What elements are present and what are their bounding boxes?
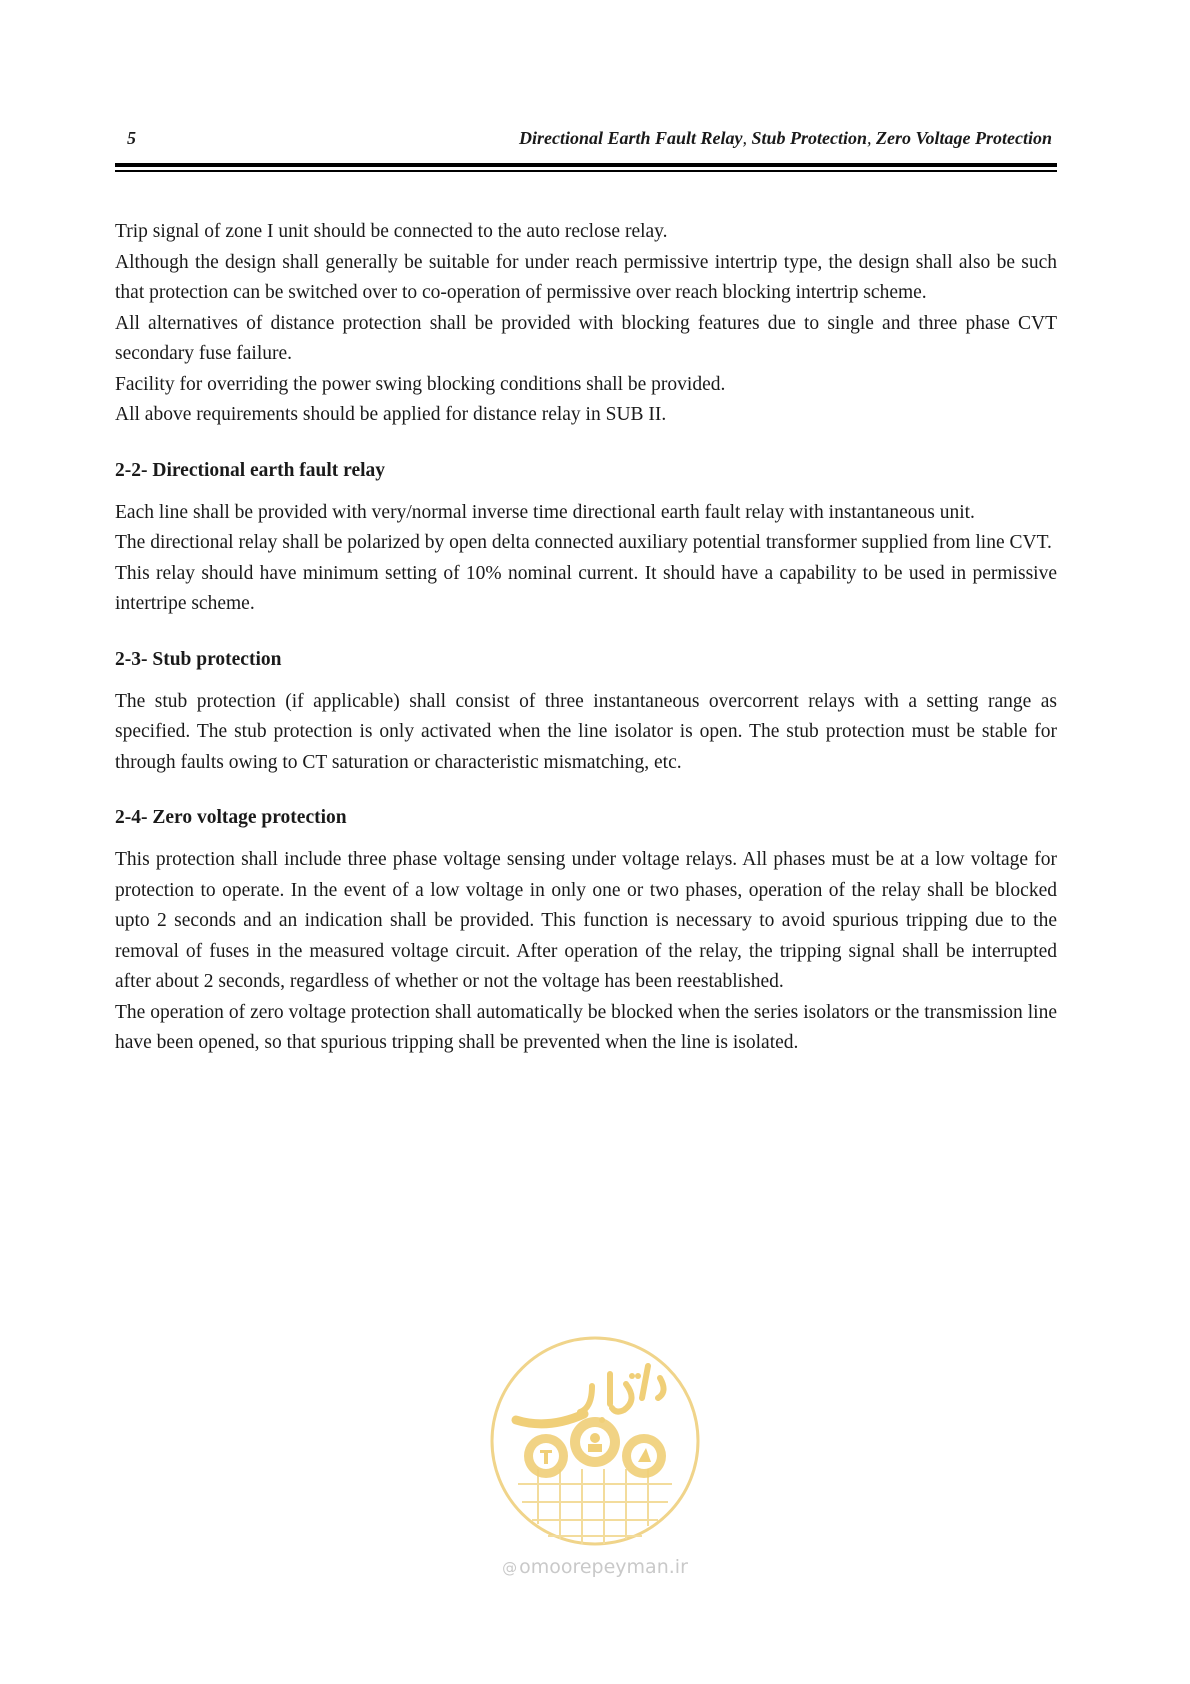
header-rule-thin <box>115 170 1057 172</box>
paragraph: Each line shall be provided with very/normal inverse time directional earth fault relay with instantaneous unit. <box>115 501 975 523</box>
paragraph: The stub protection (if applicable) shall consist of three instantaneous overcorrent relays with a setting range as specified. The stub protection is only activated when the line isolator is open. The stub protection must be stable for through faults owing to CT saturation or characteristic mismatching, etc. <box>115 690 1057 773</box>
paragraph: The operation of zero voltage protection shall automatically be blocked when the series isolators or the transmission line have been opened, so that spurious tripping shall be prevented when the line is isolated. <box>115 1001 1057 1053</box>
body-content <box>115 217 1057 1059</box>
section-heading: 2-4- Zero voltage protection <box>115 807 347 828</box>
paragraph: This protection shall include three phase voltage sensing under voltage relays. All phases must be at a low voltage for protection to operate. In the event of a low voltage in only one or two phases, operation of the relay shall be blocked upto 2 seconds and an indication shall be provided. This function is necessary to avoid spurious tripping due to the removal of fuses in the measured voltage circuit. After operation of the relay, the tripping signal shall be interrupted after about 2 seconds, regardless of whether or not the voltage has been reestablished. <box>115 849 1057 992</box>
paragraph: Trip signal of zone I unit should be connected to the auto reclose relay. <box>115 221 668 242</box>
running-title-part-1: Directional Earth Fault Relay <box>518 128 743 148</box>
paragraph: The directional relay shall be polarized by open delta connected auxiliary potential transformer supplied from line CVT. <box>115 532 1052 553</box>
section-heading: 2-3- Stub protection <box>115 648 282 670</box>
running-title-part-3: Zero Voltage Protection <box>876 128 1052 148</box>
running-title-separator: , <box>867 128 877 148</box>
watermark-emblem-icon <box>488 1334 702 1552</box>
running-title-separator: , <box>742 128 752 148</box>
running-title-part-2: Stub Protection <box>751 128 868 148</box>
paragraph: All above requirements should be applied for distance relay in SUB II. <box>115 404 667 425</box>
paragraph: Although the design shall generally be suitable for under reach permissive intertrip type, the design shall also be such that protection can be switched over to co-operation of permissive over reach blocking intertrip scheme. <box>115 251 1057 303</box>
watermark-logo <box>488 1334 702 1584</box>
page-number: 5 <box>127 128 136 148</box>
section-heading: 2-2- Directional earth fault relay <box>115 459 386 481</box>
running-title <box>519 128 1052 149</box>
paragraph: This relay should have minimum setting of 10% nominal current. It should have a capability to be used in permissive intertripe scheme. <box>115 562 1057 614</box>
watermark-url: @ omoorepeyman.ir <box>502 1556 688 1578</box>
paragraph: All alternatives of distance protection shall be provided with blocking features due to single and three phase CVT secondary fuse failure. <box>115 312 1057 364</box>
paragraph: Facility for overriding the power swing blocking conditions shall be provided. <box>115 373 726 395</box>
header-rule-thick <box>115 163 1057 167</box>
at-sign-icon: @ <box>502 1559 518 1577</box>
page-header <box>115 128 1057 152</box>
